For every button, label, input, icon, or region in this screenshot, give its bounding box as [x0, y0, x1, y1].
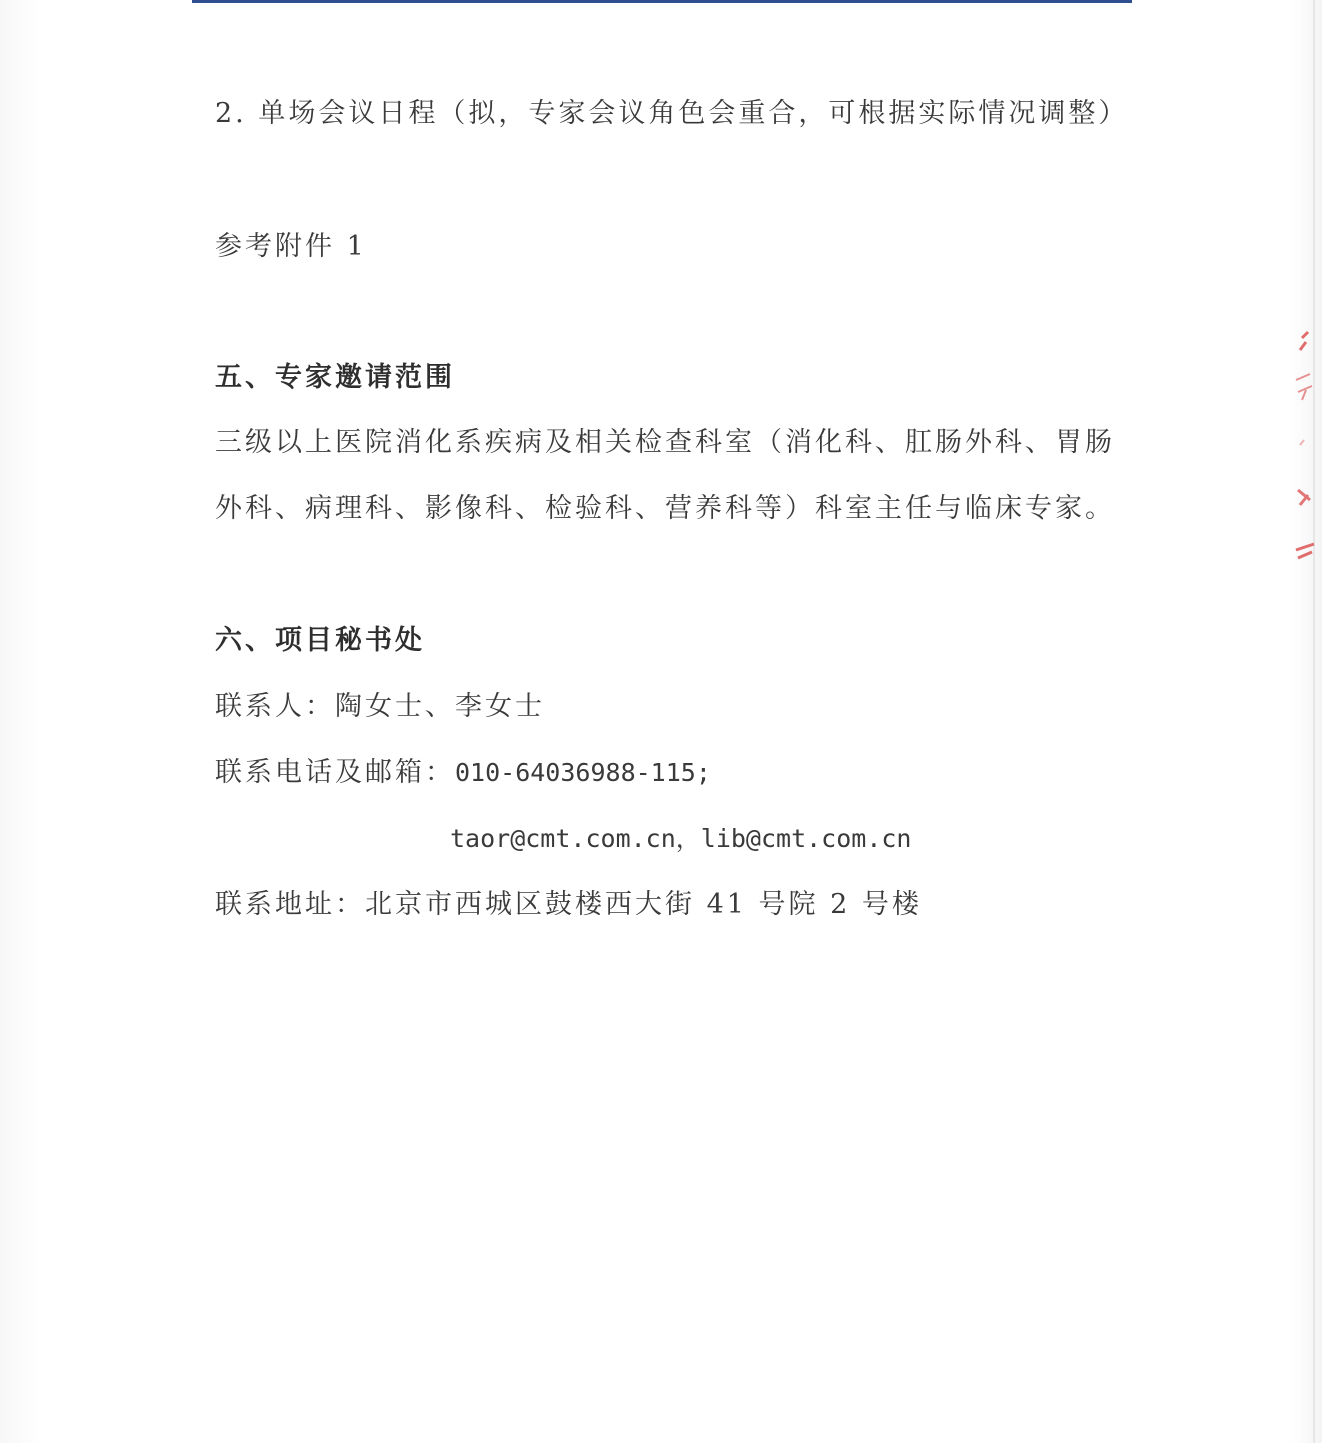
section5-body-line2: 外科、病理科、影像科、检验科、营养科等）科室主任与临床专家。: [215, 493, 1115, 524]
header-rule: [192, 0, 1132, 3]
section6-heading: 六、项目秘书处: [215, 625, 425, 656]
agenda-line: 2. 单场会议日程（拟，专家会议角色会重合，可根据实际情况调整）: [215, 98, 1129, 129]
phone-email-label: 联系电话及邮箱：: [215, 757, 455, 788]
phone-number: 010-64036988-115;: [455, 758, 711, 787]
contact-address: 联系地址：北京市西城区鼓楼西大街 41 号院 2 号楼: [215, 889, 922, 920]
email-addresses: taor@cmt.com.cn，lib@cmt.com.cn: [450, 824, 912, 853]
attachment-reference: 参考附件 1: [215, 231, 367, 262]
page-edge: [1313, 0, 1315, 1443]
section5-body-line1: 三级以上医院消化系疾病及相关检查科室（消化科、肛肠外科、胃肠: [215, 427, 1115, 458]
contact-person: 联系人：陶女士、李女士: [215, 691, 545, 722]
section5-heading: 五、专家邀请范围: [215, 362, 455, 393]
seal-stamp-fragment: [1292, 330, 1320, 570]
phone-line: [215, 756, 711, 790]
